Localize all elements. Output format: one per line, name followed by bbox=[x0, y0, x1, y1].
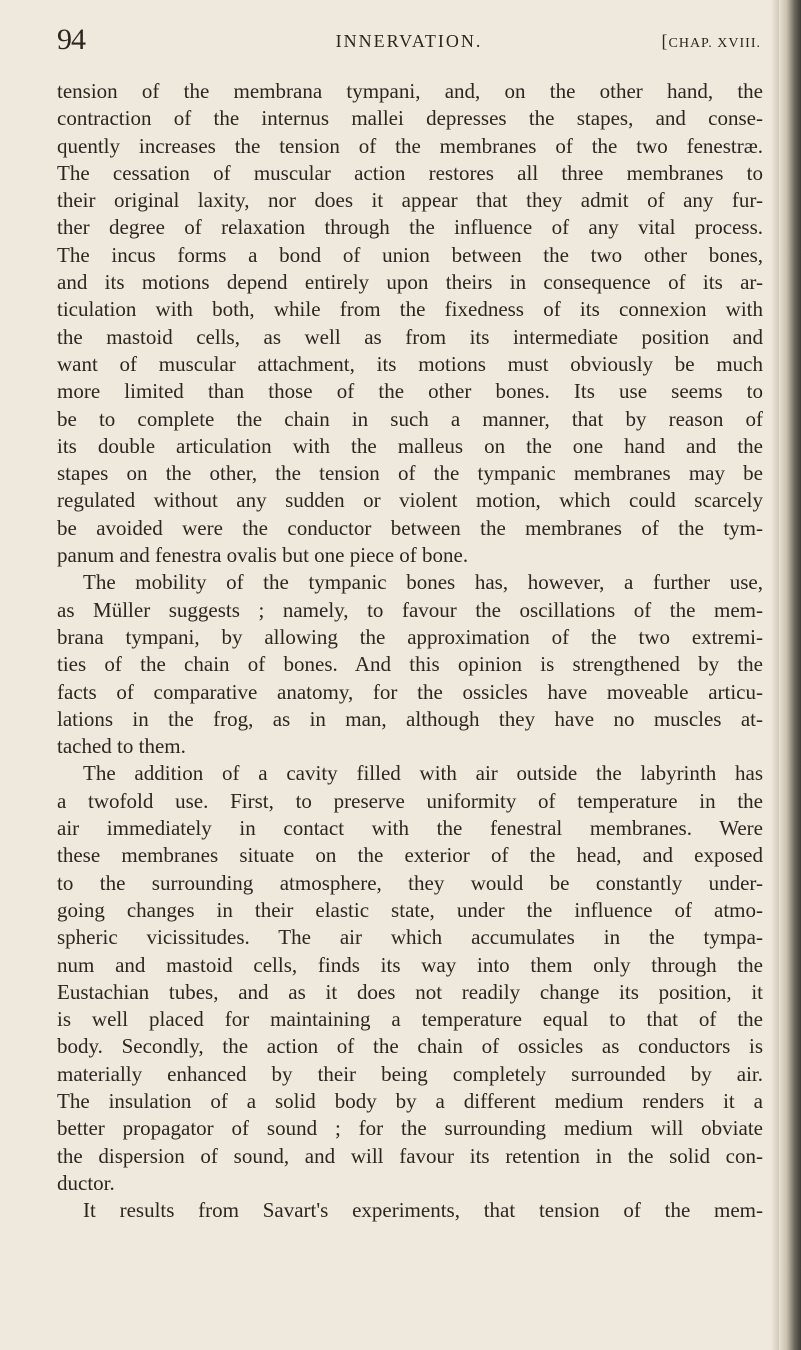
text-line: The insulation of a solid body by a different medium renders it a bbox=[57, 1088, 763, 1113]
text-line: num and mastoid cells, finds its way into them only through the bbox=[57, 952, 763, 977]
text-line: the mastoid cells, as well as from its intermediate position and bbox=[57, 324, 763, 349]
chapter-reference bbox=[662, 26, 762, 59]
text-line: The incus forms a bond of union between the two other bones, bbox=[57, 242, 763, 267]
running-title: INNERVATION. bbox=[335, 31, 483, 51]
book-edge bbox=[779, 0, 801, 1350]
text-line: ther degree of relaxation through the influence of any vital process. bbox=[57, 215, 763, 240]
text-line: be avoided were the conductor between the membranes of the tym- bbox=[57, 515, 763, 540]
text-line: their original laxity, nor does it appear that they admit of any fur- bbox=[57, 188, 763, 213]
text-line: better propagator of sound ; for the surrounding medium will obviate bbox=[57, 1116, 763, 1141]
text-line: going changes in their elastic state, under the influence of atmo- bbox=[57, 897, 763, 922]
text-line: tached to them. bbox=[57, 734, 186, 759]
text-line: tension of the membrana tympani, and, on the other hand, the bbox=[57, 79, 763, 103]
text-line: be to complete the chain in such a manner, that by reason of bbox=[57, 406, 763, 431]
text-line: materially enhanced by their being completely surrounded by air. bbox=[57, 1061, 763, 1086]
text-line: its double articulation with the malleus on the one hand and the bbox=[57, 433, 763, 458]
text-line: as Müller suggests ; namely, to favour the oscillations of the mem- bbox=[57, 597, 763, 622]
text-line: Eustachian tubes, and as it does not readily change its position, it bbox=[57, 979, 763, 1004]
text-line: The addition of a cavity filled with air outside the labyrinth has bbox=[83, 761, 763, 786]
text-line: stapes on the other, the tension of the tympanic membranes may be bbox=[57, 461, 763, 486]
text-line: want of muscular attachment, its motions must obviously be much bbox=[57, 351, 763, 376]
page-shadow bbox=[771, 0, 779, 1350]
text-line: contraction of the internus mallei depresses the stapes, and conse- bbox=[57, 106, 763, 131]
body-text bbox=[57, 78, 763, 1224]
text-line: these membranes situate on the exterior of the head, and exposed bbox=[57, 843, 763, 868]
text-line: brana tympani, by allowing the approximation of the two extremi- bbox=[57, 624, 763, 649]
text-line: a twofold use. First, to preserve uniformity of temperature in the bbox=[57, 788, 763, 813]
running-header bbox=[57, 22, 761, 58]
text-line: The cessation of muscular action restores all three membranes to bbox=[57, 160, 763, 185]
text-line: spheric vicissitudes. The air which accumulates in the tympa- bbox=[57, 925, 763, 950]
text-line: quently increases the tension of the membranes of the two fenestræ. bbox=[57, 133, 763, 158]
text-line: ticulation with both, while from the fixedness of its connexion with bbox=[57, 297, 763, 322]
text-line: air immediately in contact with the fenestral membranes. Were bbox=[57, 816, 763, 841]
text-line: ties of the chain of bones. And this opinion is strengthened by the bbox=[57, 652, 763, 677]
text-line: more limited than those of the other bones. Its use seems to bbox=[57, 379, 763, 404]
text-line: panum and fenestra ovalis but one piece of bone. bbox=[57, 543, 469, 568]
text-line: is well placed for maintaining a temperature equal to that of the bbox=[57, 1007, 763, 1032]
text-line: the dispersion of sound, and will favour its retention in the solid con- bbox=[57, 1143, 763, 1168]
page-number: 94 bbox=[57, 23, 85, 56]
text-line: ductor. bbox=[57, 1170, 115, 1195]
text-line: facts of comparative anatomy, for the ossicles have moveable articu- bbox=[57, 679, 763, 704]
text-line: regulated without any sudden or violent motion, which could scarcely bbox=[57, 488, 763, 513]
chapter-bracket: [ bbox=[661, 31, 669, 51]
text-line: to the surrounding atmosphere, they would be constantly under- bbox=[57, 870, 763, 895]
text-line: The mobility of the tympanic bones has, however, a further use, bbox=[83, 570, 763, 595]
text-line: and its motions depend entirely upon theirs in consequence of its ar- bbox=[57, 270, 763, 295]
text-line: It results from Savart's experiments, that tension of the mem- bbox=[83, 1198, 763, 1223]
chapter-label: CHAP. XVIII. bbox=[668, 36, 761, 51]
text-line: lations in the frog, as in man, although they have no muscles at- bbox=[57, 706, 763, 731]
text-line: body. Secondly, the action of the chain of ossicles as conductors is bbox=[57, 1034, 763, 1059]
